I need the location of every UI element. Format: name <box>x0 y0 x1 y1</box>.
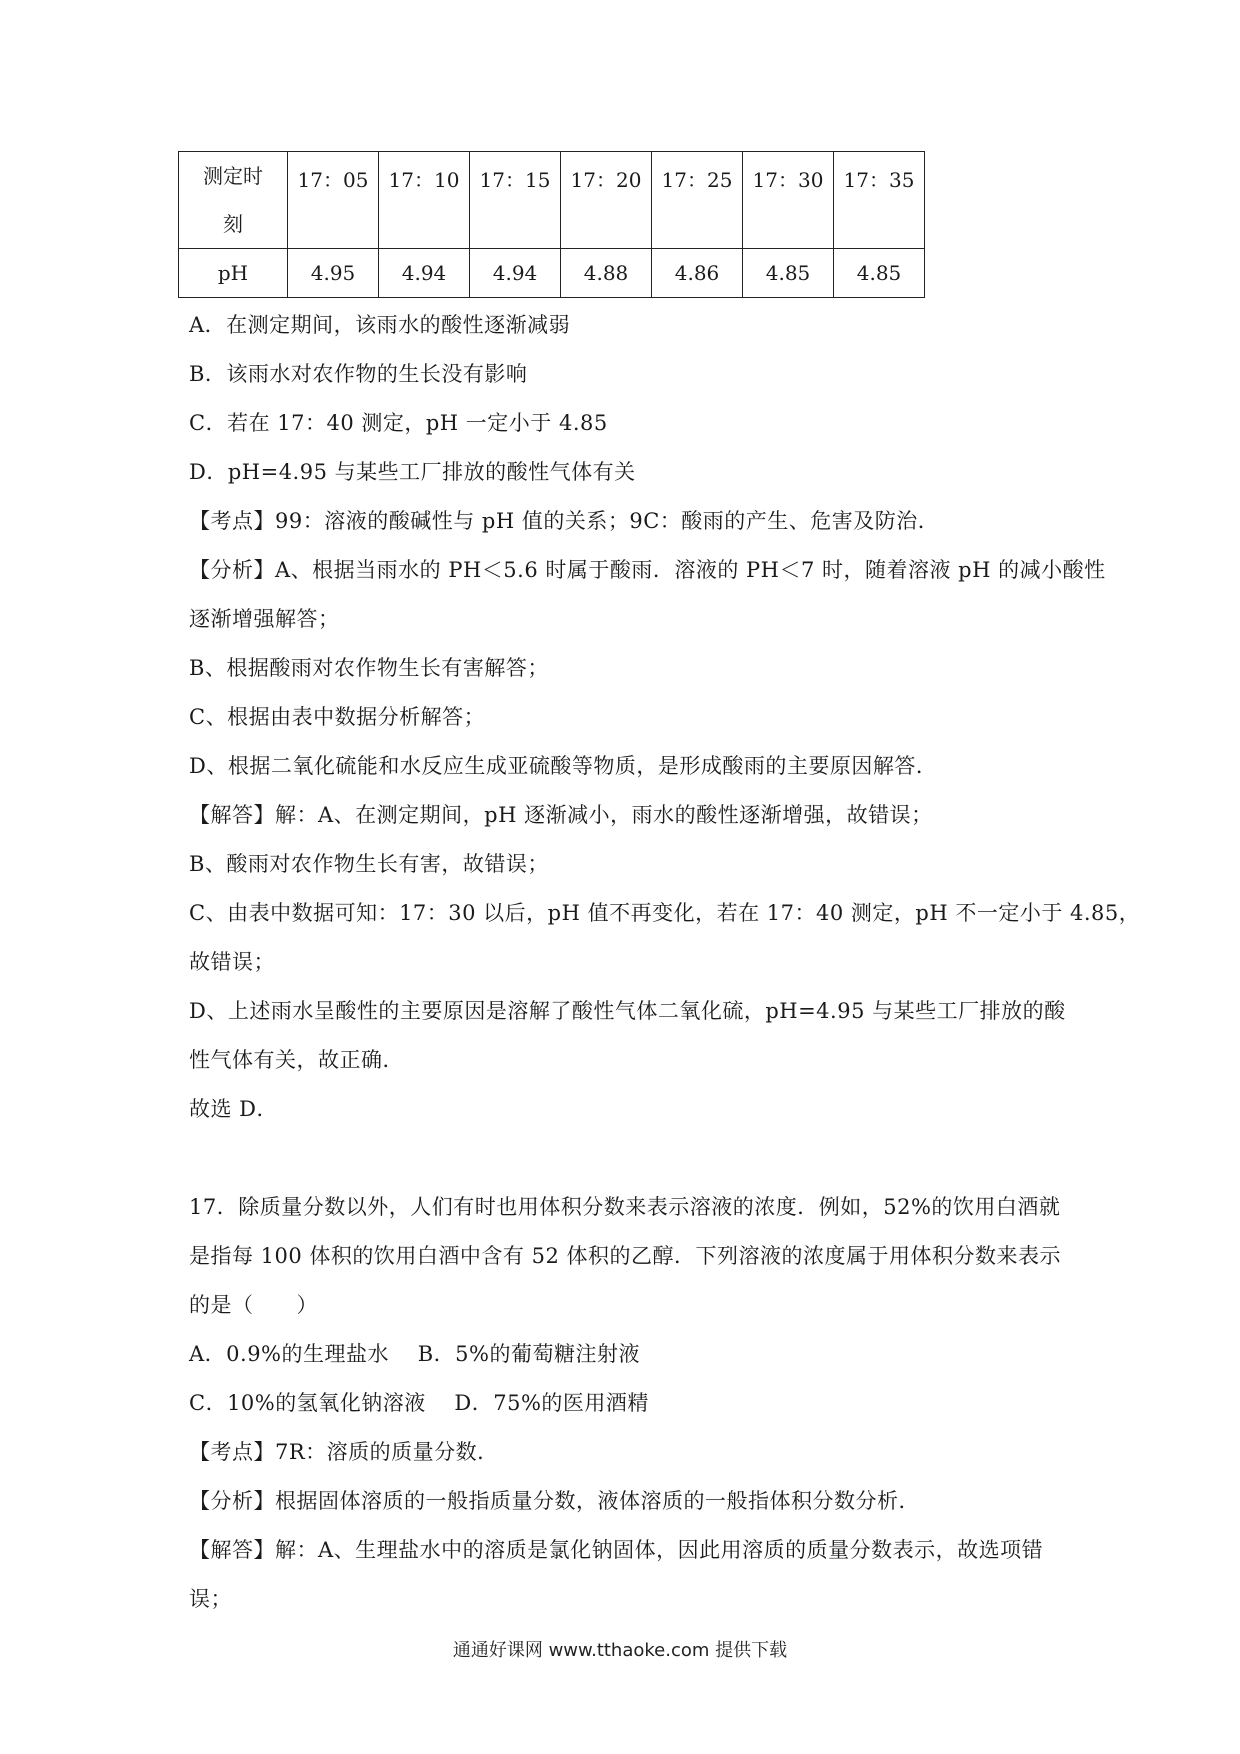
q17-solution-a-cont: 误； <box>189 1587 232 1611</box>
time-cell: 17：30 <box>743 152 834 249</box>
q17-stem-line2: 是指每 100 体积的饮用白酒中含有 52 体积的乙醇．下列溶液的浓度属于用体积分数来表示 <box>189 1244 1062 1268</box>
ph-cell: 4.88 <box>561 249 652 298</box>
q16-analysis-b: B、根据酸雨对农作物生长有害解答； <box>189 656 549 680</box>
time-label-line1: 测定时 <box>203 164 263 188</box>
q16-solution-a: 【解答】解：A、在测定期间，pH 逐渐减小，雨水的酸性逐渐增强，故错误； <box>189 803 933 827</box>
q16-solution-c-cont: 故错误； <box>189 950 275 974</box>
q16-option-a: A．在测定期间，该雨水的酸性逐渐减弱 <box>189 313 571 337</box>
ph-cell: 4.85 <box>834 249 925 298</box>
q16-solution-b: B、酸雨对农作物生长有害，故错误； <box>189 852 549 876</box>
q17-stem-line1: 17．除质量分数以外，人们有时也用体积分数来表示溶液的浓度．例如，52%的饮用白酒就 <box>189 1195 1061 1219</box>
time-cell: 17：15 <box>470 152 561 249</box>
q16-analysis-a-cont: 逐渐增强解答； <box>189 607 340 631</box>
time-cell: 17：35 <box>834 152 925 249</box>
q16-analysis-a: 【分析】A、根据当雨水的 PH＜5.6 时属于酸雨．溶液的 PH＜7 时，随着溶液 pH 的减小酸性 <box>189 558 1106 582</box>
time-cell: 17：10 <box>379 152 470 249</box>
q16-analysis-c: C、根据由表中数据分析解答； <box>189 705 486 729</box>
time-label-line2: 刻 <box>223 212 243 236</box>
time-row-label <box>179 152 288 249</box>
ph-row <box>179 249 925 298</box>
q16-solution-d-cont: 性气体有关，故正确． <box>189 1048 404 1072</box>
time-cell: 17：05 <box>288 152 379 249</box>
q16-analysis-d: D、根据二氧化硫能和水反应生成亚硫酸等物质，是形成酸雨的主要原因解答． <box>189 754 938 778</box>
q17-options-cd: C．10%的氢氧化钠溶液 D．75%的医用酒精 <box>189 1391 649 1415</box>
ph-measurement-table <box>178 151 925 298</box>
ph-row-label: pH <box>179 249 288 298</box>
ph-cell: 4.86 <box>652 249 743 298</box>
q16-solution-c: C、由表中数据可知：17：30 以后，pH 值不再变化，若在 17：40 测定，pH 不一定小于 4.85， <box>189 901 1141 925</box>
ph-cell: 4.94 <box>470 249 561 298</box>
q17-options-ab: A．0.9%的生理盐水 B．5%的葡萄糖注射液 <box>189 1342 640 1366</box>
q17-analysis: 【分析】根据固体溶质的一般指质量分数，液体溶质的一般指体积分数分析． <box>189 1489 920 1513</box>
time-cell: 17：20 <box>561 152 652 249</box>
ph-cell: 4.95 <box>288 249 379 298</box>
q16-answer: 故选 D． <box>189 1097 279 1121</box>
page-footer: 通通好课网 www.tthaoke.com 提供下载 <box>452 1640 788 1661</box>
q17-solution-a: 【解答】解：A、生理盐水中的溶质是氯化钠固体，因此用溶质的质量分数表示，故选项错 <box>189 1538 1044 1562</box>
time-row <box>179 152 925 249</box>
q17-kaodian: 【考点】7R：溶质的质量分数． <box>189 1440 499 1464</box>
q16-option-b: B．该雨水对农作物的生长没有影响 <box>189 362 528 386</box>
q16-solution-d: D、上述雨水呈酸性的主要原因是溶解了酸性气体二氧化硫，pH=4.95 与某些工厂排放的酸 <box>189 999 1066 1023</box>
q16-option-d: D．pH=4.95 与某些工厂排放的酸性气体有关 <box>189 460 636 484</box>
q16-kaodian: 【考点】99：溶液的酸碱性与 pH 值的关系；9C：酸雨的产生、危害及防治． <box>189 509 940 533</box>
time-cell: 17：25 <box>652 152 743 249</box>
ph-cell: 4.85 <box>743 249 834 298</box>
q17-stem-line3: 的是（ ） <box>189 1293 318 1317</box>
ph-cell: 4.94 <box>379 249 470 298</box>
q16-option-c: C．若在 17：40 测定，pH 一定小于 4.85 <box>189 411 608 435</box>
